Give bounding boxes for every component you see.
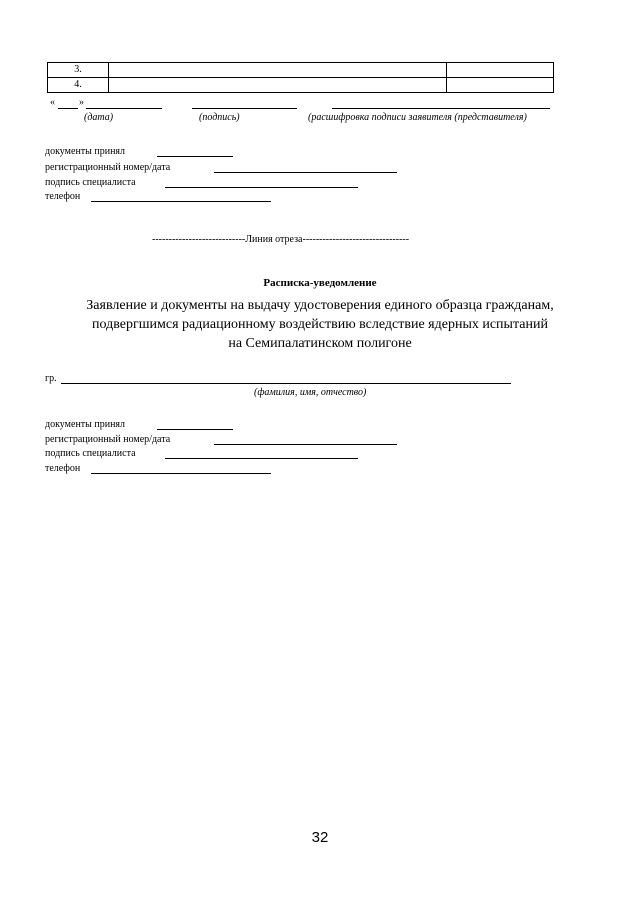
table-cell [447, 78, 554, 93]
receipt-line-2: подвергшимся радиационному воздействию вследствие ядерных испытаний [92, 317, 548, 332]
citizen-name-line [61, 383, 511, 384]
receipt-line-1: Заявление и документы на выдачу удостоверения единого образца гражданам, [86, 298, 554, 313]
day-field-line [58, 108, 78, 109]
decoding-caption: (расшифровка подписи заявителя (представителя) [308, 112, 527, 123]
citizen-prefix: гр. [45, 373, 57, 384]
table-cell [447, 63, 554, 78]
phone-label: телефон [45, 463, 81, 474]
phone-line [91, 201, 271, 202]
documents-accepted-label: документы принял [45, 146, 126, 157]
reg-number-label: регистрационный номер/дата [45, 434, 171, 445]
table-row [48, 63, 554, 78]
quote-open: « [50, 97, 55, 108]
quote-close: » [79, 97, 84, 108]
specialist-signature-line [165, 458, 358, 459]
cut-dashes-left: ---------------------------- [152, 234, 246, 245]
documents-accepted-label: документы принял [45, 419, 126, 430]
row-number: 3. [48, 63, 109, 78]
receipt-line-3: на Семипалатинском полигоне [228, 336, 412, 351]
specialist-signature-label: подпись специалиста [45, 177, 136, 188]
table-cell [109, 63, 447, 78]
cut-line [152, 234, 409, 245]
decoding-field-line [332, 108, 550, 109]
cut-dashes-right: -------------------------------- [302, 234, 410, 245]
receipt-title: Расписка-уведомление [263, 277, 377, 289]
documents-accepted-line [157, 429, 233, 430]
reg-number-line [214, 172, 397, 173]
date-field-line [86, 108, 162, 109]
reg-number-line [214, 444, 397, 445]
specialist-signature-line [165, 187, 358, 188]
phone-label: телефон [45, 191, 81, 202]
date-caption: (дата) [84, 112, 114, 123]
applicants-table [47, 62, 554, 93]
cut-label: Линия отреза [245, 234, 303, 245]
phone-line [91, 473, 271, 474]
row-number: 4. [48, 78, 109, 93]
specialist-signature-label: подпись специалиста [45, 448, 136, 459]
documents-accepted-line [157, 156, 233, 157]
table-row [48, 78, 554, 93]
table-cell [109, 78, 447, 93]
reg-number-label: регистрационный номер/дата [45, 162, 171, 173]
signature-caption: (подпись) [199, 112, 240, 123]
signature-field-line [192, 108, 297, 109]
name-caption: (фамилия, имя, отчество) [254, 387, 367, 398]
page-number: 32 [311, 829, 329, 846]
